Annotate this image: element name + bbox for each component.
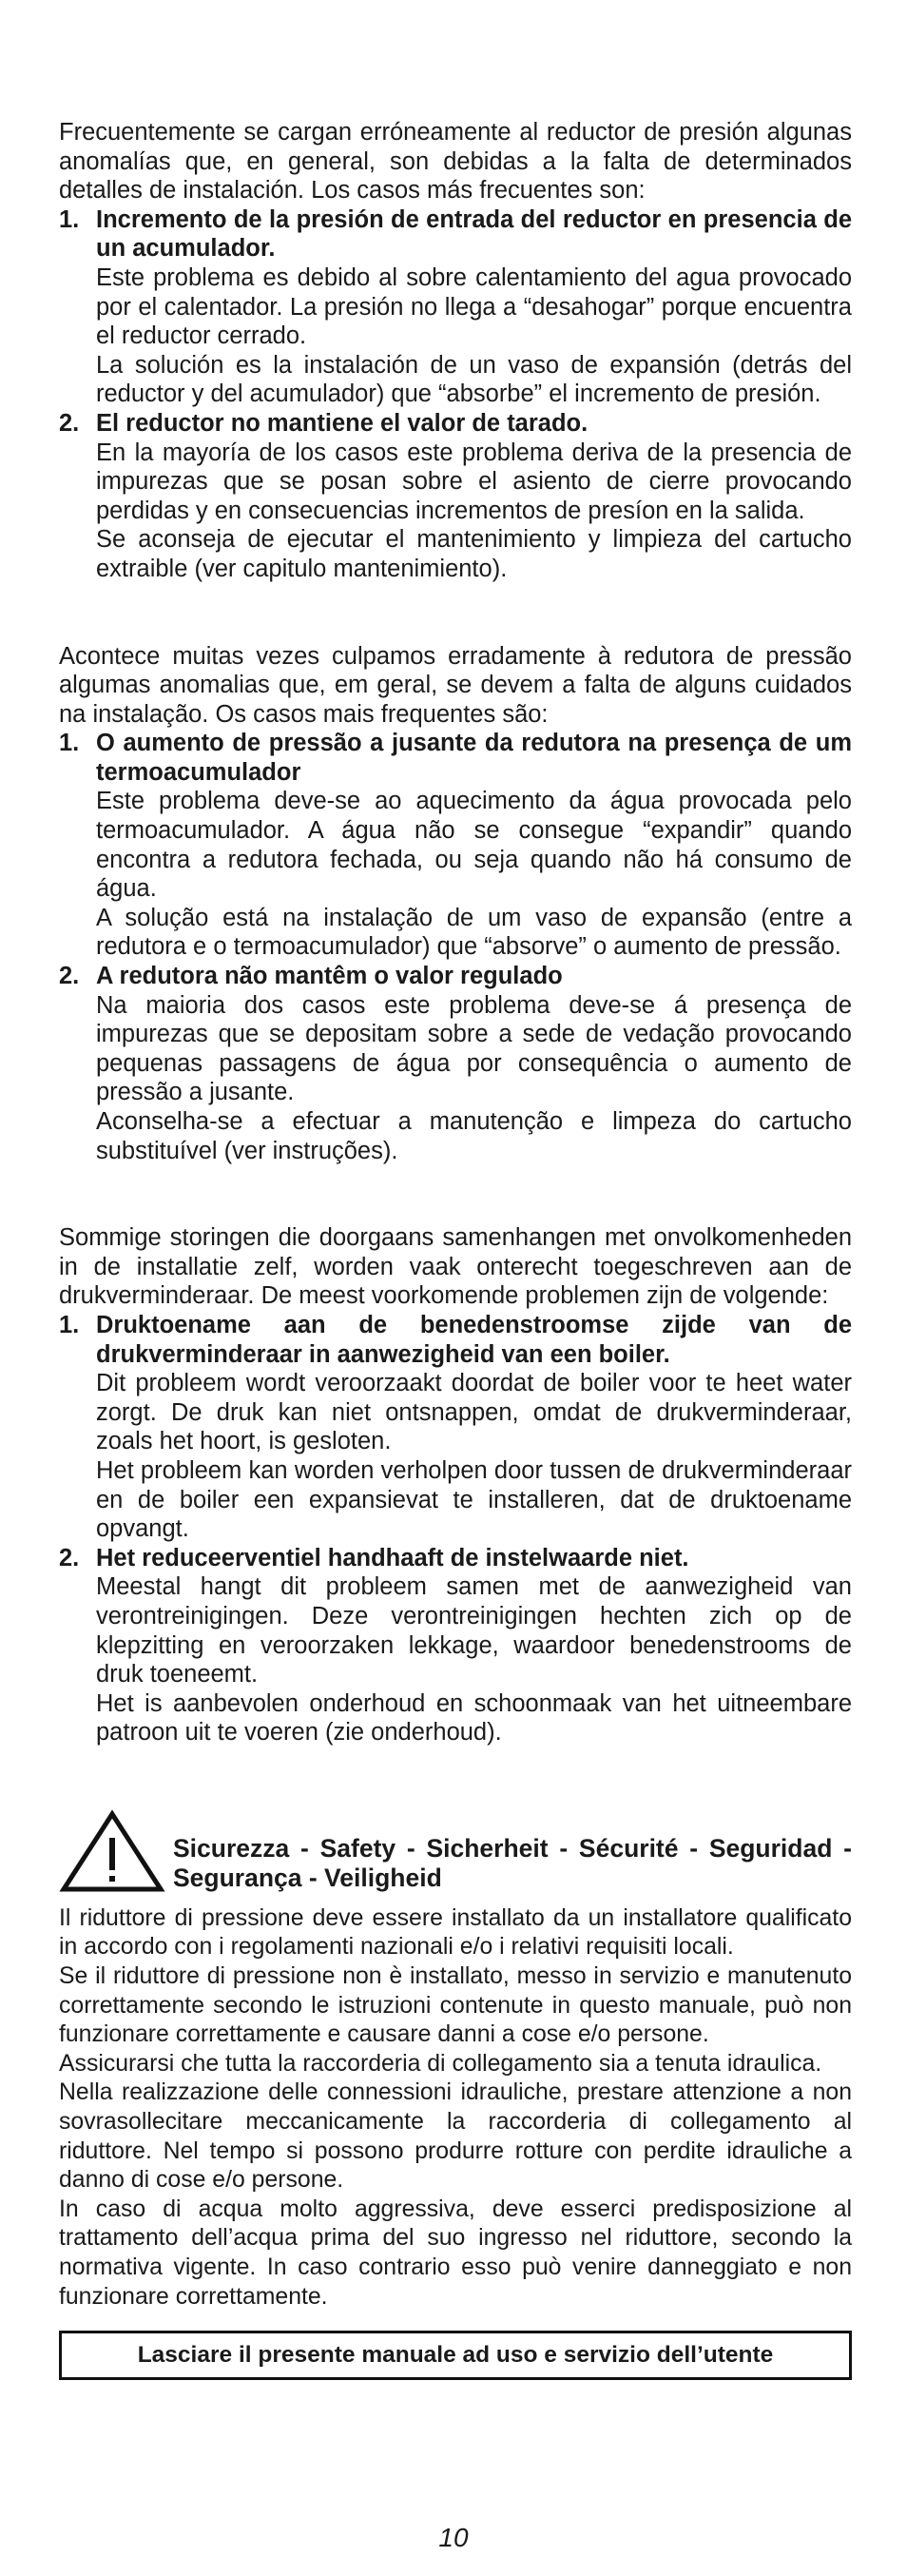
spanish-item-1 [59, 205, 852, 409]
item-paragraph: En la mayoría de los casos este problema deriva de la presencia de impurezas que se posan sobre el asiento de cierre provocando perdidas y en consecuencias incrementos de presíon en la salida. [96, 439, 852, 524]
dutch-intro: Sommige storingen die doorgaans samenhangen met onvolkomenheden in de installatie zelf, worden vaak onterecht toegeschreven aan de drukverminderaar. De meest voorkomende problemen zijn de volgende: [59, 1224, 852, 1310]
item-title: O aumento de pressão a jusante da redutora na presença de um termoacumulador [96, 730, 852, 786]
item-paragraph: Na maioria dos casos este problema deve-se á presença de impurezas que se depositam sobre a sede de vedação provocando pequenas passagens de água por consequência o aumento de pressão a jusante. [96, 991, 852, 1106]
item-paragraph: Aconselha-se a efectuar a manutenção e limpeza do cartucho substituível (ver instruções). [96, 1108, 852, 1164]
section-dutch [59, 1223, 852, 1747]
safety-paragraph: Nella realizzazione delle connessioni idrauliche, prestare attenzione a non sovrasollecitare meccanicamente la raccorderia di collegamento al riduttore. Nel tempo si possono produrre rotture con perdite idrauliche a danno di cose e/o persone. [59, 2079, 852, 2194]
section-portuguese [59, 642, 852, 1166]
dutch-item-2 [59, 1544, 852, 1747]
item-paragraph: Dit probleem wordt veroorzaakt doordat de boiler voor te heet water zorgt. De druk kan niet ontsnappen, omdat de drukverminderaar, zoals het hoort, is gesloten. [96, 1370, 852, 1455]
item-number: 1. [59, 205, 80, 233]
safety-header [59, 1805, 852, 1895]
portuguese-item-2 [59, 962, 852, 1165]
item-paragraph: A solução está na instalação de um vaso de expansão (entre a redutora e o termoacumulador) que “absorve” o aumento de pressão. [96, 904, 852, 961]
item-paragraph: Este problema es debido al sobre calentamiento del agua provocado por el calentador. La presión no llega a “desahogar” porque encuentra el reductor cerrado. [96, 263, 852, 350]
item-paragraph: Este problema deve-se ao aquecimento da água provocada pelo termoacumulador. A água não se consegue “expandir” quando encontra a redutora fechada, ou seja quando não há consumo de água. [96, 788, 852, 903]
user-manual-notice: Lasciare il presente manuale ad uso e servizio dell’utente [59, 2331, 852, 2380]
spanish-item-2 [59, 409, 852, 584]
item-paragraph: Het is aanbevolen onderhoud en schoonmaak van het uitneembare patroon uit te voeren (zie onderhoud). [96, 1689, 852, 1747]
item-paragraph: Het probleem kan worden verholpen door tussen de drukverminderaar en de boiler een expansievat te installeren, dat de druktoename opvangt. [96, 1456, 852, 1543]
manual-page [59, 118, 852, 2380]
item-title: El reductor no mantiene el valor de tarado. [96, 409, 589, 437]
portuguese-item-1 [59, 729, 852, 962]
warning-triangle-icon [59, 1809, 165, 1893]
item-number: 2. [59, 1544, 80, 1571]
item-paragraph: Se aconseja de ejecutar el mantenimiento y limpieza del cartucho extraible (ver capitulo mantenimiento). [96, 526, 852, 582]
safety-body [59, 1904, 852, 2312]
item-paragraph: Meestal hangt dit probleem samen met de aanwezigheid van verontreinigingen. Deze verontreinigingen hechten zich op de klepzitting en veroorzaken lekkage, waardoor benedenstrooms de druk toeneemt. [96, 1573, 852, 1688]
item-number: 2. [59, 409, 80, 437]
item-number: 1. [59, 1311, 80, 1338]
portuguese-intro: Acontece muitas vezes culpamos erradamente à redutora de pressão algumas anomalias que, em geral, se devem a falta de alguns cuidados na instalação. Os casos mais frequentes são: [59, 642, 852, 728]
page-number: 10 [438, 2523, 469, 2552]
safety-paragraph: Se il riduttore di pressione non è installato, messo in servizio e manutenuto correttamente secondo le istruzioni contenute in questo manuale, può non funzionare correttamente e causare danni a cose e/o persone. [59, 1963, 852, 2048]
section-spanish [59, 118, 852, 584]
safety-paragraph: Assicurarsi che tutta la raccorderia di collegamento sia a tenuta idraulica. [59, 2050, 822, 2077]
safety-title: Sicurezza - Safety - Sicherheit - Sécurité - Seguridad - Segurança - Veiligheid [173, 1833, 852, 1892]
item-number: 2. [59, 963, 80, 990]
item-title: Incremento de la presión de entrada del reductor en presencia de un acumulador. [96, 205, 852, 263]
spanish-intro: Frecuentemente se cargan erróneamente al reductor de presión algunas anomalías que, en general, son debidas a la falta de determinados detalles de instalación. Los casos más frecuentes son: [59, 119, 852, 205]
dutch-item-1 [59, 1311, 852, 1544]
item-paragraph: La solución es la instalación de un vaso de expansión (detrás del reductor y del acumulador) que “absorbe” el incremento de presión. [96, 351, 852, 408]
item-title: A redutora não mantêm o valor regulado [96, 963, 563, 990]
item-title: Druktoename aan de benedenstroomse zijde van de drukverminderaar in aanwezigheid van een boiler. [96, 1311, 852, 1368]
item-title: Het reduceerventiel handhaaft de instelwaarde niet. [96, 1544, 689, 1571]
safety-paragraph: Il riduttore di pressione deve essere installato da un installatore qualificato in accordo con i regolamenti nazionali e/o i relativi requisiti locali. [59, 1904, 852, 1961]
safety-paragraph: In caso di acqua molto aggressiva, deve esserci predisposizione al trattamento dell’acqua prima del suo ingresso nel riduttore, secondo la normativa vigente. In caso contrario esso può venire danneggiato e non funzionare correttamente. [59, 2195, 852, 2310]
item-number: 1. [59, 730, 80, 757]
